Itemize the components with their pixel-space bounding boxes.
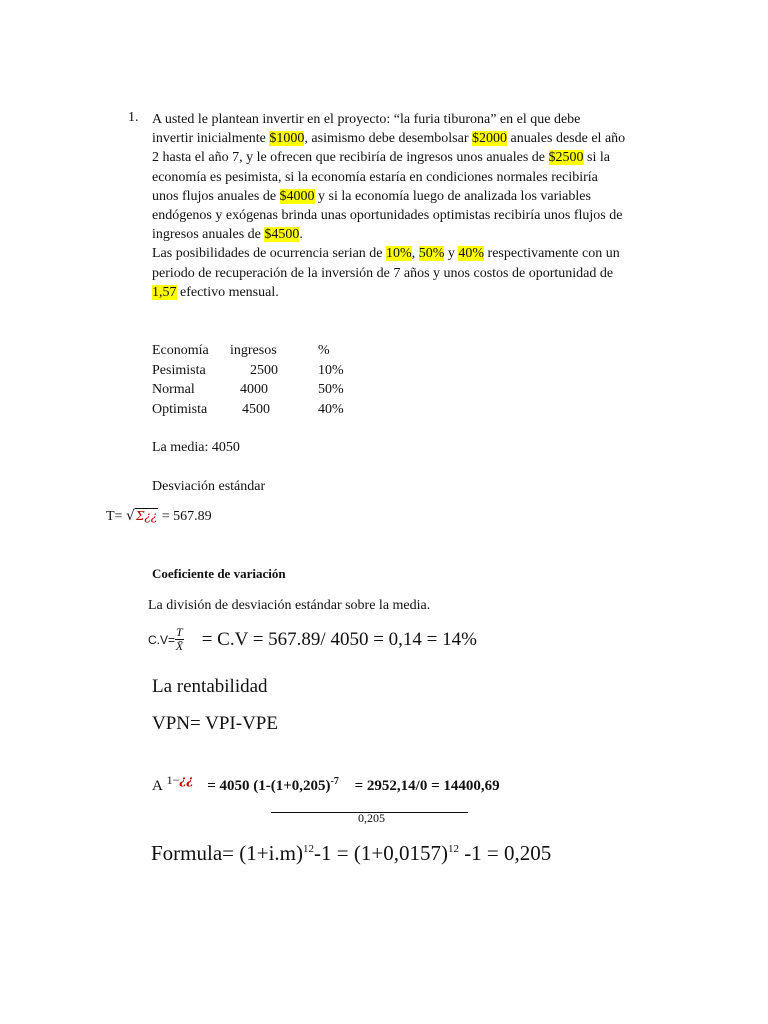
media-text: La media: 4050 (152, 440, 240, 455)
text-segment: anuales desde el año (506, 131, 626, 147)
text-segment: A usted le plantean invertir en el proyecto: “la furia tiburona” en el que debe (152, 112, 581, 127)
annuity-formula (152, 773, 500, 795)
table-row (152, 380, 378, 400)
table-cell: Normal (152, 382, 195, 397)
annuity-red: ¿¿ (179, 773, 194, 787)
text-segment: Las posibilidades de ocurrencia serian de (152, 246, 387, 262)
cv-result: = C.V = 567.89/ 4050 = 0,14 = 14% (201, 628, 477, 650)
highlighted-value: 50% (418, 246, 445, 262)
paragraph-line (152, 206, 672, 225)
text-segment: periodo de recuperación de la inversión de 7 años y unos costos de oportunidad de (152, 265, 614, 281)
formula-part3: -1 = 0,205 (458, 841, 552, 865)
cv-heading: Coeficiente de variación (152, 566, 286, 581)
text-segment: y (444, 246, 459, 262)
table-cell: 40% (318, 401, 344, 417)
income-table (152, 341, 378, 419)
header-economia: Economía (152, 343, 209, 358)
highlighted-value: $2000 (471, 131, 507, 147)
paragraph-line (152, 225, 672, 244)
std-rhs: = 567.89 (161, 509, 212, 524)
highlighted-value: 40% (458, 246, 485, 262)
annuity-denominator: 0,205 (358, 811, 385, 825)
text-segment: ingresos anuales de (152, 227, 265, 243)
highlighted-value: $2500 (548, 150, 584, 166)
text-segment: . (299, 227, 303, 243)
text-segment: respectivamente con un (484, 246, 620, 262)
table-header-row (152, 341, 378, 361)
cv-lhs: C.V= (148, 632, 176, 647)
highlighted-value: 1,57 (152, 284, 177, 300)
list-number: 1. (128, 110, 139, 125)
text-segment: invertir inicialmente (152, 131, 270, 147)
paragraph-line (152, 283, 672, 302)
text-segment: endógenos y exógenas brinda unas oportunidades optimistas recibiría unos flujos de (152, 208, 623, 224)
sqrt-symbol: √ (125, 508, 135, 524)
paragraph-line (152, 129, 672, 148)
std-lhs: T= (106, 509, 123, 524)
text-segment: si la (583, 150, 610, 166)
std-formula (106, 507, 212, 526)
paragraph-line (152, 168, 672, 187)
text-segment: unos flujos anuales de (152, 188, 280, 204)
formula-exp1: 12 (303, 843, 315, 855)
table-cell: 10% (318, 362, 344, 378)
paragraph-line (152, 110, 672, 129)
paragraph-line (152, 244, 672, 263)
paragraph-line (152, 264, 672, 283)
annuity-eq1: = 4050 (1-(1+0,205) (207, 778, 331, 794)
paragraph-line (152, 187, 672, 206)
table-cell: 50% (318, 382, 344, 397)
table-cell: Optimista (152, 401, 208, 417)
highlighted-value: $1000 (269, 131, 305, 147)
interest-formula (151, 841, 551, 866)
cv-description: La división de desviación estándar sobre la media. (148, 598, 431, 613)
table-cell: 4500 (242, 401, 270, 417)
text-segment: y si la economía luego de analizada los variables (314, 188, 591, 204)
annuity-eq2: = 2952,14/0 = 14400,69 (354, 778, 500, 794)
text-segment: economía es pesimista, si la economía estaría en condiciones normales recibiría (152, 169, 598, 185)
vpn-formula: VPN= VPI-VPE (152, 713, 278, 734)
highlighted-value: $4000 (279, 188, 315, 204)
header-percent: % (318, 343, 330, 358)
header-ingresos: ingresos (230, 343, 277, 358)
std-inner: Σ¿¿ (135, 509, 158, 523)
table-cell: 4000 (240, 382, 268, 397)
table-row (152, 361, 378, 381)
table-row (152, 400, 378, 420)
table-cell: Pesimista (152, 362, 206, 378)
formula-exp2: 12 (447, 843, 459, 855)
formula-part2: -1 = (1+0,0157) (314, 841, 448, 865)
annuity-a: A (152, 778, 163, 794)
highlighted-value: 10% (386, 246, 412, 262)
table-cell: 2500 (250, 362, 278, 378)
cv-numerator: T (176, 625, 183, 639)
cv-formula (148, 626, 477, 653)
text-segment: 2 hasta el año 7, y le ofrecen que recibiría de ingresos unos anuales de (152, 150, 549, 166)
paragraph-line (152, 148, 672, 167)
cv-denominator: X̄ (175, 639, 184, 653)
annuity-exp: -7 (330, 776, 339, 787)
annuity-sup: 1− (166, 773, 180, 787)
rentabilidad-heading: La rentabilidad (152, 676, 268, 697)
text-segment: , (411, 246, 419, 262)
text-segment: efectivo mensual. (176, 284, 279, 300)
problem-statement (152, 110, 672, 302)
text-segment: , asimismo debe desembolsar (304, 131, 472, 147)
formula-part1: Formula= (1+i.m) (151, 841, 304, 865)
highlighted-value: $4500 (264, 227, 300, 243)
std-label: Desviación estándar (152, 479, 266, 494)
cv-fraction (175, 626, 184, 653)
